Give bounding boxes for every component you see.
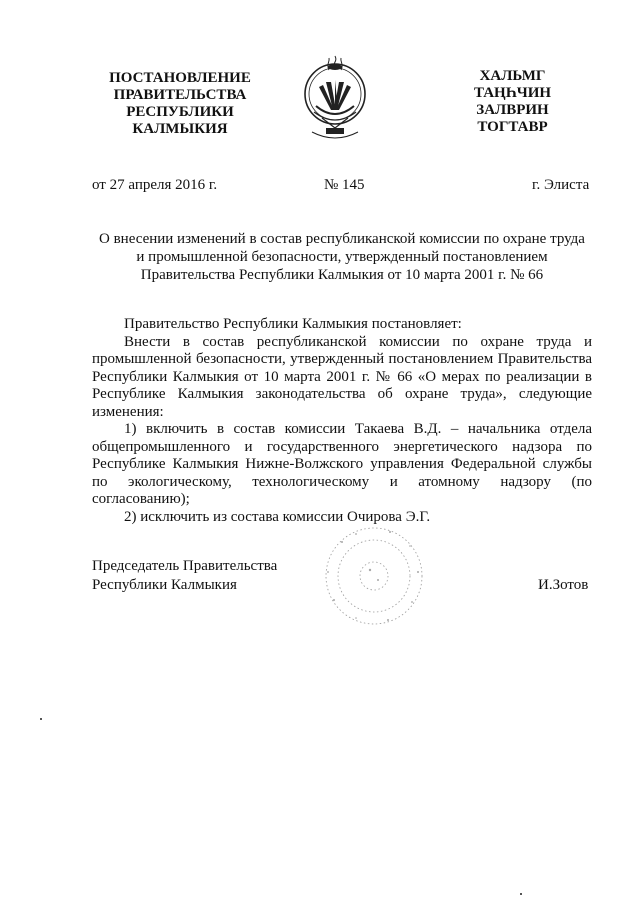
title-line: Правительства Республики Калмыкия от 10 марта 2001 г. № 66 (140, 267, 544, 283)
scan-speck (40, 718, 42, 720)
header-right-line: ТОГТАВР (477, 119, 548, 135)
body-paragraph: Правительство Республики Калмыкия постановляет: (124, 316, 462, 332)
header-left-line: ПРАВИТЕЛЬСТВА (113, 87, 247, 103)
signatory-name: И.Зотов (538, 577, 589, 593)
title-line: О внесении изменений в состав республиканской комиссии по охране труда (99, 231, 585, 247)
document-city: г. Элиста (532, 177, 590, 193)
header-left-line: КАЛМЫКИЯ (132, 121, 228, 137)
header-left-title (100, 70, 260, 138)
scan-speck (520, 893, 522, 895)
header-right-title (455, 68, 570, 136)
header-right-line: ЗАЛВРИН (476, 102, 549, 118)
body-paragraph: 1) включить в состав комиссии Такаева В.Д. – начальника отдела общепромышленного и государственного энергетического надзора по Республике Калмыкия Нижне-Волжского управления Федеральной службы по экологическому, технологическому и атомному надзору (по согласованию); (92, 421, 592, 507)
header-left-line: ПОСТАНОВЛЕНИЕ (109, 70, 251, 86)
signatory-position-line: Республики Калмыкия (92, 577, 237, 593)
signatory-position (92, 557, 277, 595)
official-seal-icon (312, 520, 432, 630)
document-date: от 27 апреля 2016 г. (92, 177, 218, 193)
header-left-line: РЕСПУБЛИКИ (126, 104, 234, 120)
document-title (92, 230, 592, 284)
title-line: и промышленной безопасности, утвержденный постановлением (136, 249, 548, 265)
body-paragraph: 2) исключить из состава комиссии Очирова Э.Г. (124, 508, 431, 525)
document-body (92, 316, 592, 526)
body-paragraph: Внести в состав республиканской комиссии по охране труда и промышленной безопасности, утвержденный постановлением Правительства Республики Калмыкия от 10 марта 2001 г. № 66 «О мерах по реализации в Республике Калмыкия законодательства об охране труда», следующие изменения: (92, 333, 592, 420)
document-number: № 145 (324, 177, 365, 193)
header-right-line: ТАҢҺЧИН (473, 85, 552, 101)
kalmykia-coat-of-arms-icon (302, 52, 368, 144)
signatory-position-line: Председатель Правительства (92, 558, 278, 574)
header-right-line: ХАЛЬМГ (479, 68, 546, 84)
